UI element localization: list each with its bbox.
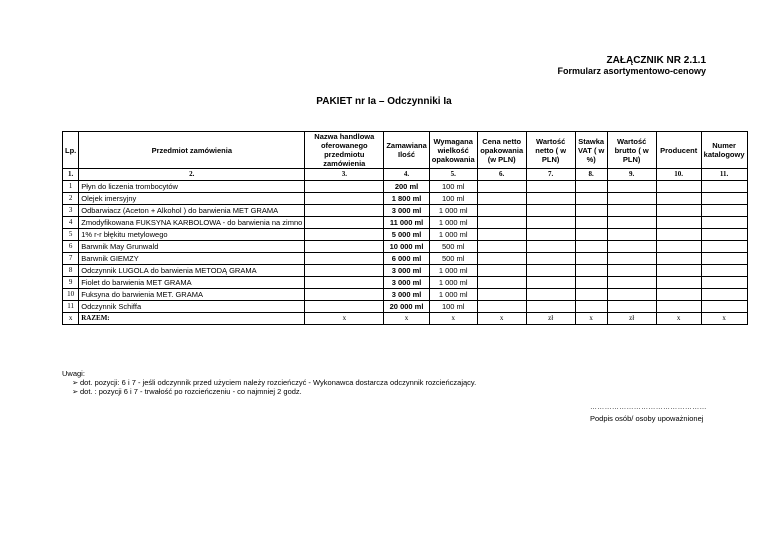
row-quantity: 5 000 ml [384, 229, 429, 241]
row-vat [575, 253, 607, 265]
row-quantity: 6 000 ml [384, 253, 429, 265]
row-pack-size: 1 000 ml [429, 277, 477, 289]
row-trade-name [305, 181, 384, 193]
row-net-price [477, 217, 526, 229]
row-quantity: 3 000 ml [384, 265, 429, 277]
row-lp: 2 [63, 193, 79, 205]
row-producer [656, 277, 701, 289]
package-title: PAKIET nr Ia – Odczynniki Ia [316, 96, 452, 107]
col-number: 1. [63, 169, 79, 181]
table-row [63, 253, 748, 265]
row-net-value [526, 181, 575, 193]
row-net-price [477, 229, 526, 241]
row-net-price [477, 193, 526, 205]
row-gross-value [607, 289, 656, 301]
total-cell: x [305, 313, 384, 325]
row-producer [656, 265, 701, 277]
signature-line: ………………………………………… [590, 404, 707, 411]
row-trade-name [305, 241, 384, 253]
row-pack-size: 500 ml [429, 253, 477, 265]
row-item-name: 1% r-r błękitu metylowego [79, 229, 305, 241]
row-trade-name [305, 193, 384, 205]
table-row [63, 301, 748, 313]
row-item-name: Barwnik May Grunwald [79, 241, 305, 253]
row-vat [575, 289, 607, 301]
row-quantity: 3 000 ml [384, 277, 429, 289]
row-trade-name [305, 253, 384, 265]
row-gross-value [607, 229, 656, 241]
col-number: 9. [607, 169, 656, 181]
table-row [63, 205, 748, 217]
row-producer [656, 241, 701, 253]
row-net-price [477, 253, 526, 265]
col-number: 8. [575, 169, 607, 181]
row-net-value [526, 241, 575, 253]
row-net-value [526, 301, 575, 313]
row-net-price [477, 277, 526, 289]
row-producer [656, 193, 701, 205]
row-trade-name [305, 289, 384, 301]
row-gross-value [607, 193, 656, 205]
row-net-price [477, 265, 526, 277]
row-producer [656, 181, 701, 193]
total-cell: x [477, 313, 526, 325]
row-trade-name [305, 229, 384, 241]
row-gross-value [607, 217, 656, 229]
row-gross-value [607, 277, 656, 289]
row-pack-size: 1 000 ml [429, 265, 477, 277]
row-item-name: Fiolet do barwienia MET GRAMA [79, 277, 305, 289]
note-text: dot. pozycji: 6 i 7 - jeśli odczynnik przed użyciem należy rozcieńczyć - Wykonawca dostarcza odczynnik rozcieńczający. [80, 378, 477, 387]
col-header: Wartość netto ( w PLN) [526, 132, 575, 169]
row-lp: 5 [63, 229, 79, 241]
col-header: Lp. [63, 132, 79, 169]
total-gross-value: zł [607, 313, 656, 325]
row-catalog-no [701, 193, 747, 205]
row-gross-value [607, 241, 656, 253]
row-vat [575, 301, 607, 313]
col-header: Nazwa handlowa oferowanego przedmiotu zamówienia [305, 132, 384, 169]
row-catalog-no [701, 205, 747, 217]
row-producer [656, 289, 701, 301]
row-pack-size: 1 000 ml [429, 217, 477, 229]
row-pack-size: 100 ml [429, 193, 477, 205]
annex-number: ZAŁĄCZNIK NR 2.1.1 [606, 55, 706, 66]
row-vat [575, 193, 607, 205]
col-header: Zamawiana Ilość [384, 132, 429, 169]
total-cell: x [384, 313, 429, 325]
row-net-value [526, 277, 575, 289]
row-net-price [477, 205, 526, 217]
note-item [62, 387, 476, 396]
row-vat [575, 265, 607, 277]
row-lp: 6 [63, 241, 79, 253]
row-pack-size: 1 000 ml [429, 205, 477, 217]
row-gross-value [607, 301, 656, 313]
table-row [63, 229, 748, 241]
row-pack-size: 500 ml [429, 241, 477, 253]
row-trade-name [305, 301, 384, 313]
row-lp: 7 [63, 253, 79, 265]
row-trade-name [305, 217, 384, 229]
arrow-bullet-icon: ➢ [72, 378, 79, 387]
row-lp: 1 [63, 181, 79, 193]
row-gross-value [607, 253, 656, 265]
col-header: Wartość brutto ( w PLN) [607, 132, 656, 169]
row-lp: 3 [63, 205, 79, 217]
col-number: 3. [305, 169, 384, 181]
notes-section [62, 369, 476, 396]
row-lp: 9 [63, 277, 79, 289]
row-item-name: Odbarwiacz (Aceton + Alkohol ) do barwienia MET GRAMA [79, 205, 305, 217]
row-quantity: 10 000 ml [384, 241, 429, 253]
col-number: 2. [79, 169, 305, 181]
row-quantity: 1 800 ml [384, 193, 429, 205]
row-vat [575, 181, 607, 193]
table-row [63, 217, 748, 229]
row-net-price [477, 301, 526, 313]
row-net-value [526, 229, 575, 241]
col-header: Producent [656, 132, 701, 169]
col-header: Przedmiot zamówienia [79, 132, 305, 169]
row-item-name: Płyn do liczenia trombocytów [79, 181, 305, 193]
col-number: 6. [477, 169, 526, 181]
signature-label: Podpis osób/ osoby upoważnionej [590, 414, 704, 423]
row-net-price [477, 289, 526, 301]
row-item-name: Fuksyna do barwienia MET. GRAMA [79, 289, 305, 301]
row-trade-name [305, 205, 384, 217]
row-catalog-no [701, 301, 747, 313]
row-gross-value [607, 205, 656, 217]
note-item [62, 378, 476, 387]
col-header: Stawka VAT ( w %) [575, 132, 607, 169]
total-cell: x [656, 313, 701, 325]
col-number: 4. [384, 169, 429, 181]
total-cell: x [429, 313, 477, 325]
col-header: Numer katalogowy [701, 132, 747, 169]
total-net-value: zł [526, 313, 575, 325]
row-quantity: 200 ml [384, 181, 429, 193]
table-row [63, 181, 748, 193]
row-item-name: Olejek imersyjny [79, 193, 305, 205]
row-catalog-no [701, 253, 747, 265]
table-row [63, 289, 748, 301]
row-quantity: 11 000 ml [384, 217, 429, 229]
row-item-name: Odczynnik LUGOLA do barwienia METODĄ GRAMA [79, 265, 305, 277]
total-label: RAZEM: [79, 313, 305, 325]
row-quantity: 3 000 ml [384, 289, 429, 301]
row-catalog-no [701, 217, 747, 229]
row-net-value [526, 217, 575, 229]
table-row [63, 241, 748, 253]
row-producer [656, 205, 701, 217]
row-net-value [526, 289, 575, 301]
row-lp: 11 [63, 301, 79, 313]
row-lp: 4 [63, 217, 79, 229]
row-net-value [526, 193, 575, 205]
total-row [63, 313, 748, 325]
row-producer [656, 301, 701, 313]
table-row [63, 265, 748, 277]
row-lp: 8 [63, 265, 79, 277]
row-gross-value [607, 265, 656, 277]
row-producer [656, 229, 701, 241]
row-net-price [477, 241, 526, 253]
row-trade-name [305, 277, 384, 289]
row-vat [575, 241, 607, 253]
row-pack-size: 100 ml [429, 301, 477, 313]
row-producer [656, 253, 701, 265]
row-catalog-no [701, 181, 747, 193]
notes-title: Uwagi: [62, 369, 85, 378]
row-net-value [526, 205, 575, 217]
note-text: dot. : pozycji 6 i 7 - trwałość po rozcieńczeniu - co najmniej 2 godz. [80, 387, 302, 396]
form-title: Formularz asortymentowo-cenowy [557, 66, 706, 76]
header-row [63, 132, 748, 169]
row-lp: 10 [63, 289, 79, 301]
column-number-row [63, 169, 748, 181]
row-quantity: 3 000 ml [384, 205, 429, 217]
row-quantity: 20 000 ml [384, 301, 429, 313]
row-item-name: Zmodyfikowana FUKSYNA KARBOLOWA - do barwienia na zimno [79, 217, 305, 229]
row-vat [575, 277, 607, 289]
col-header: Cena netto opakowania (w PLN) [477, 132, 526, 169]
col-header: Wymagana wielkość opakowania [429, 132, 477, 169]
row-item-name: Odczynnik Schiffa [79, 301, 305, 313]
row-catalog-no [701, 289, 747, 301]
row-catalog-no [701, 277, 747, 289]
col-number: 10. [656, 169, 701, 181]
row-trade-name [305, 265, 384, 277]
total-lp: x [63, 313, 79, 325]
row-pack-size: 1 000 ml [429, 289, 477, 301]
col-number: 11. [701, 169, 747, 181]
row-net-price [477, 181, 526, 193]
row-net-value [526, 265, 575, 277]
row-net-value [526, 253, 575, 265]
order-table [62, 131, 748, 325]
row-item-name: Barwnik GIEMZY [79, 253, 305, 265]
row-vat [575, 217, 607, 229]
row-producer [656, 217, 701, 229]
table-row [63, 277, 748, 289]
total-cell: x [575, 313, 607, 325]
row-pack-size: 100 ml [429, 181, 477, 193]
col-number: 5. [429, 169, 477, 181]
col-number: 7. [526, 169, 575, 181]
row-vat [575, 205, 607, 217]
row-pack-size: 1 000 ml [429, 229, 477, 241]
row-gross-value [607, 181, 656, 193]
table-row [63, 193, 748, 205]
row-catalog-no [701, 241, 747, 253]
total-cell: x [701, 313, 747, 325]
arrow-bullet-icon: ➢ [72, 387, 79, 396]
row-catalog-no [701, 229, 747, 241]
row-catalog-no [701, 265, 747, 277]
row-vat [575, 229, 607, 241]
